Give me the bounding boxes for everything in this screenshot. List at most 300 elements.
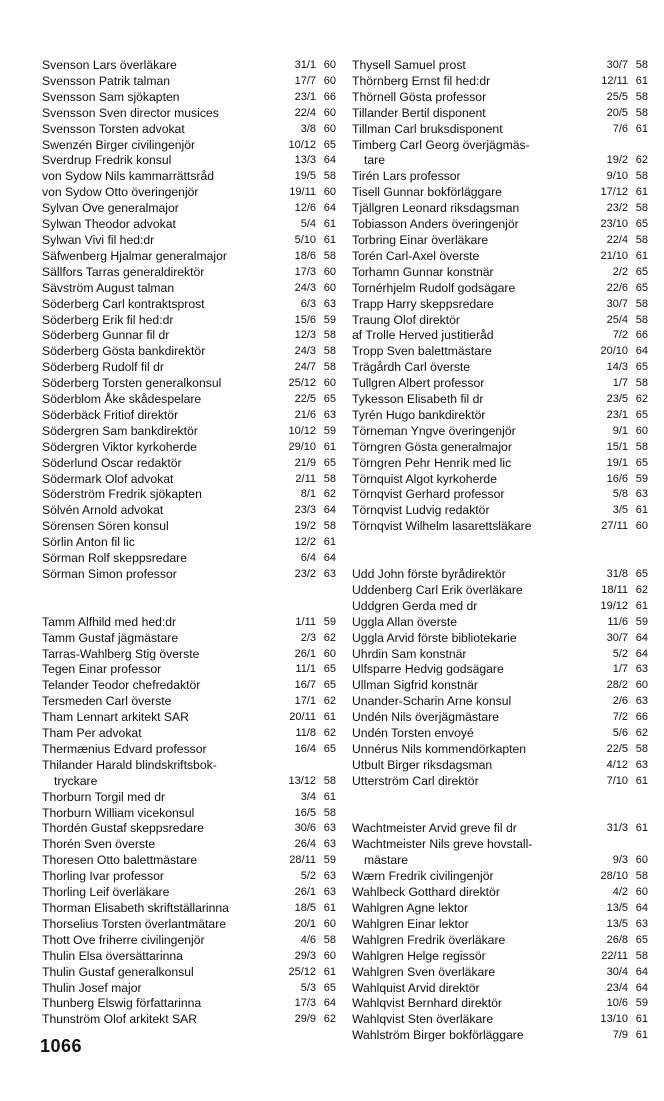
entry-name-text: Thulin Gustaf generalkonsul <box>42 964 194 979</box>
entry-date <box>278 472 336 488</box>
entry-name-text: Tobiasson Anders överingenjör <box>352 217 519 232</box>
entry-day-month: 31/3 <box>606 822 628 835</box>
directory-entry <box>352 949 648 965</box>
entry-year: 58 <box>323 170 336 183</box>
directory-entry <box>352 456 648 472</box>
entry-year: 58 <box>323 520 336 533</box>
directory-entry <box>352 694 648 710</box>
entry-name-text: Södergren Sam bankdirektör <box>42 423 198 438</box>
entry-year: 63 <box>323 568 336 580</box>
entry-date <box>590 360 648 376</box>
directory-entry <box>42 742 336 758</box>
entry-date <box>590 503 648 519</box>
entry-date <box>278 806 336 822</box>
entry-date <box>590 949 648 965</box>
entry-name <box>352 233 590 249</box>
entry-date <box>278 503 336 519</box>
directory-entry <box>352 981 648 997</box>
entry-year: 65 <box>635 933 648 946</box>
entry-year: 65 <box>323 393 336 406</box>
entry-date <box>278 901 336 917</box>
entry-name <box>42 185 278 201</box>
entry-date <box>590 885 648 901</box>
entry-name <box>352 742 590 758</box>
entry-name-text: Thorling Ivar professor <box>42 869 164 884</box>
entry-name-text: Thorling Leif överläkare <box>42 885 170 900</box>
entry-year: 65 <box>323 663 336 676</box>
entry-year: 64 <box>635 631 648 644</box>
entry-date <box>278 106 336 122</box>
entry-date <box>278 265 336 281</box>
directory-entry <box>352 185 648 201</box>
entry-day-month: 23/1 <box>606 408 628 421</box>
directory-entry <box>42 440 336 456</box>
entry-day-month: 30/7 <box>606 59 628 71</box>
entry-date <box>278 1012 336 1028</box>
entry-name <box>42 837 278 853</box>
entry-year: 61 <box>635 1029 648 1042</box>
directory-entry <box>352 965 648 981</box>
entry-name-text: Sörman Simon professor <box>42 567 177 581</box>
entry-date <box>278 726 336 742</box>
entry-name-text: Tjällgren Leonard riksdagsman <box>352 201 520 216</box>
entry-name-text: Torén Carl-Axel överste <box>352 248 480 263</box>
entry-name-text: Uddenberg Carl Erik överläkare <box>352 582 523 597</box>
entry-day-month: 22/5 <box>606 742 628 755</box>
entry-year: 60 <box>635 520 648 533</box>
entry-name-continuation: mästare <box>364 853 409 868</box>
entry-year: 59 <box>635 472 648 485</box>
section-gap <box>352 551 648 567</box>
entry-name <box>352 106 590 122</box>
entry-day-month: 22/6 <box>606 281 628 294</box>
entry-date <box>278 424 336 440</box>
entry-name <box>42 981 278 997</box>
entry-year: 58 <box>323 933 336 946</box>
directory-entry <box>42 90 336 106</box>
entry-day-month: 16/5 <box>294 806 316 819</box>
entry-day-month: 3/8 <box>300 122 316 135</box>
entry-date <box>590 74 648 90</box>
entry-day-month: 28/2 <box>606 679 628 692</box>
entry-year: 60 <box>635 679 648 692</box>
entry-name <box>352 328 590 344</box>
entry-day-month: 2/6 <box>612 695 628 708</box>
entry-date <box>278 408 336 424</box>
directory-entry <box>42 631 336 647</box>
entry-year: 58 <box>635 202 648 215</box>
entry-name-text: Tham Lennart arkitekt SAR <box>42 710 189 725</box>
entry-name <box>352 376 590 392</box>
entry-date <box>278 615 336 631</box>
entry-name-text: Tamm Alfhild med hed:dr <box>42 614 177 629</box>
entry-date <box>278 869 336 885</box>
section-gap <box>352 790 648 806</box>
entry-date <box>590 853 648 869</box>
entry-name <box>42 678 278 694</box>
entry-name <box>352 487 590 503</box>
directory-entry <box>42 281 336 297</box>
entry-name-text: Torbring Einar överläkare <box>352 232 489 247</box>
directory-entry <box>352 996 648 1012</box>
entry-year: 63 <box>635 695 648 708</box>
entry-name-text: Uddgren Gerda med dr <box>352 598 478 613</box>
entry-year: 59 <box>635 615 648 628</box>
entry-name-text: Sylwan Theodor advokat <box>42 217 176 232</box>
entry-name <box>352 583 590 599</box>
entry-date <box>590 647 648 663</box>
entry-name <box>42 710 278 726</box>
entry-name <box>352 678 590 694</box>
entry-name-text: Wahlbeck Gotthard direktör <box>352 885 500 900</box>
directory-entry <box>352 233 648 249</box>
directory-entry <box>42 885 336 901</box>
directory-entry <box>42 392 336 408</box>
entry-date <box>278 360 336 376</box>
entry-year: 61 <box>323 711 336 724</box>
directory-entry <box>352 487 648 503</box>
entry-day-month: 22/11 <box>601 949 628 962</box>
entry-year: 59 <box>635 997 648 1010</box>
entry-name <box>42 535 278 551</box>
directory-entry <box>352 567 648 583</box>
directory-entry <box>352 917 648 933</box>
entry-name <box>352 949 590 965</box>
entry-name <box>42 440 278 456</box>
entry-name-text: Wærn Fredrik civilingenjör <box>352 869 494 884</box>
entry-year: 63 <box>323 822 336 835</box>
directory-entry <box>352 424 648 440</box>
entry-date <box>590 472 648 488</box>
entry-date <box>590 901 648 917</box>
entry-name <box>42 917 278 933</box>
directory-entry <box>352 599 648 615</box>
entry-day-month: 23/3 <box>294 504 316 517</box>
entry-day-month: 20/5 <box>606 106 628 119</box>
entry-name <box>352 821 590 837</box>
entry-name <box>352 169 590 185</box>
entry-date <box>590 201 648 217</box>
entry-date <box>278 440 336 456</box>
entry-name <box>352 265 590 281</box>
entry-name-text: Thunberg Elswig författarinna <box>42 996 202 1011</box>
entry-day-month: 2/2 <box>612 265 628 278</box>
entry-name-text: Tamm Gustaf jägmästare <box>42 630 179 645</box>
entry-name <box>42 58 278 74</box>
directory-entry <box>42 153 336 169</box>
entry-name-text: Undén Nils överjägmästare <box>352 710 499 725</box>
entry-name-text: Wachtmeister Nils greve hovstall- <box>352 837 533 852</box>
entry-name <box>352 599 590 615</box>
entry-day-month: 15/1 <box>606 440 628 453</box>
entry-name <box>42 503 278 519</box>
entry-date <box>590 456 648 472</box>
directory-entry <box>42 487 336 503</box>
entry-day-month: 30/4 <box>606 965 628 978</box>
entry-date <box>590 678 648 694</box>
entry-day-month: 12/6 <box>294 202 316 215</box>
entry-name <box>352 662 590 678</box>
entry-date <box>278 996 336 1012</box>
entry-date <box>590 376 648 392</box>
entry-name-text: Törnqvist Ludvig redaktör <box>352 503 490 518</box>
entry-name-text: Thorburn William vicekonsul <box>42 805 195 820</box>
directory-entry <box>352 138 648 170</box>
entry-name <box>42 519 278 535</box>
entry-name-text: Udd John förste byrådirektör <box>352 566 506 581</box>
entry-name-text: Thott Ove friherre civilingenjör <box>42 932 205 947</box>
entry-name <box>42 360 278 376</box>
entry-name-text: Törnqvist Gerhard professor <box>352 487 505 502</box>
entry-name-text: Sörlin Anton fil lic <box>42 535 135 550</box>
entry-day-month: 17/3 <box>294 265 316 278</box>
entry-day-month: 3/5 <box>612 504 628 517</box>
entry-date <box>590 487 648 503</box>
entry-year: 62 <box>635 393 648 406</box>
entry-name-text: Sörman Rolf skeppsredare <box>42 551 187 566</box>
directory-entry <box>352 933 648 949</box>
entry-name <box>352 249 590 265</box>
entry-year: 62 <box>323 631 336 644</box>
entry-name-text: Thordén Gustaf skeppsredare <box>42 821 204 836</box>
entry-name-text: Wahlström Birger bokförläggare <box>352 1028 524 1043</box>
entry-name-text: Söderberg Gösta bankdirektör <box>42 344 206 359</box>
entry-day-month: 19/2 <box>606 154 628 167</box>
entry-name <box>352 313 590 329</box>
entry-year: 64 <box>635 981 648 994</box>
entry-name-text: Wahlgren Einar lektor <box>352 916 469 931</box>
entry-date <box>590 424 648 440</box>
entry-date <box>590 567 648 583</box>
entry-year: 62 <box>635 154 648 167</box>
entry-name-text: Wahlgren Fredrik överläkare <box>352 932 506 947</box>
entry-day-month: 20/11 <box>289 711 316 724</box>
entry-name-text: Utterström Carl direktör <box>352 773 479 788</box>
entry-day-month: 26/4 <box>294 838 316 851</box>
directory-entry <box>42 265 336 281</box>
entry-date <box>278 917 336 933</box>
entry-name-text: Undén Torsten envoyé <box>352 726 474 741</box>
entry-day-month: 28/10 <box>600 870 628 883</box>
entry-name-text: Tisell Gunnar bokförläggare <box>352 185 502 200</box>
entry-year: 61 <box>323 790 336 803</box>
entry-name <box>42 551 278 567</box>
entry-year: 63 <box>635 758 648 771</box>
entry-name-text: Svenson Lars överläkare <box>42 58 177 72</box>
entry-day-month: 13/3 <box>294 154 316 167</box>
entry-date <box>278 90 336 106</box>
entry-name-text: Sävström August talman <box>42 280 175 295</box>
section-gap <box>352 806 648 822</box>
entry-name <box>352 933 590 949</box>
entry-day-month: 1/7 <box>612 663 628 676</box>
directory-entry <box>42 424 336 440</box>
entry-date <box>278 694 336 710</box>
entry-name-text: Sylvan Ove generalmajor <box>42 201 179 216</box>
entry-name <box>42 885 278 901</box>
entry-name-text: Törneman Yngve överingenjör <box>352 423 516 438</box>
entry-name <box>352 440 590 456</box>
entry-name <box>352 901 590 917</box>
directory-entry <box>42 949 336 965</box>
directory-entry <box>42 472 336 488</box>
entry-year: 58 <box>635 313 648 326</box>
entry-name <box>352 90 590 106</box>
entry-name-text: Utbult Birger riksdagsman <box>352 757 493 772</box>
entry-date <box>278 551 336 567</box>
entry-date <box>278 567 336 583</box>
entry-day-month: 19/2 <box>294 520 316 533</box>
entry-name <box>42 90 278 106</box>
entry-year: 58 <box>323 472 336 485</box>
entry-year: 62 <box>635 727 648 740</box>
entry-name <box>352 456 590 472</box>
directory-entry <box>42 58 336 74</box>
entry-year: 58 <box>323 329 336 342</box>
directory-entry <box>42 933 336 949</box>
entry-date <box>590 249 648 265</box>
directory-entry <box>352 678 648 694</box>
directory-entry <box>352 869 648 885</box>
entry-date <box>278 678 336 694</box>
entry-year: 58 <box>635 742 648 755</box>
entry-date <box>590 869 648 885</box>
entry-name-text: Thorman Elisabeth skriftställarinna <box>42 901 229 915</box>
directory-entry <box>42 853 336 869</box>
entry-day-month: 29/3 <box>294 949 316 962</box>
directory-entry <box>42 122 336 138</box>
directory-entry <box>42 535 336 551</box>
directory-entry <box>42 917 336 933</box>
directory-entry <box>352 249 648 265</box>
entry-name-text: von Sydow Otto överingenjör <box>42 185 199 200</box>
entry-day-month: 5/6 <box>612 727 628 740</box>
entry-year: 61 <box>323 440 336 453</box>
directory-entry <box>42 981 336 997</box>
entry-name-text: Tersmeden Carl överste <box>42 694 172 709</box>
entry-name <box>42 821 278 837</box>
entry-year: 61 <box>323 965 336 978</box>
directory-entry <box>42 662 336 678</box>
entry-name <box>42 265 278 281</box>
entry-year: 64 <box>635 965 648 978</box>
directory-entry <box>352 519 648 535</box>
entry-name-text: Törngren Gösta generalmajor <box>352 439 512 454</box>
entry-day-month: 25/5 <box>606 90 628 103</box>
directory-entry <box>352 631 648 647</box>
entry-name <box>352 472 590 488</box>
page-number: 1066 <box>40 1036 83 1056</box>
entry-day-month: 5/8 <box>612 488 628 501</box>
entry-day-month: 19/1 <box>606 456 628 469</box>
entry-year: 65 <box>635 456 648 469</box>
entry-name-text: Trapp Harry skeppsredare <box>352 296 494 311</box>
entry-name <box>42 853 278 869</box>
entry-year: 61 <box>635 122 648 135</box>
entry-year: 58 <box>635 59 648 71</box>
directory-entry <box>352 90 648 106</box>
entry-day-month: 18/5 <box>294 902 316 914</box>
entry-name <box>352 694 590 710</box>
entry-year: 60 <box>323 106 336 119</box>
entry-day-month: 23/2 <box>606 202 628 215</box>
entry-date <box>590 106 648 122</box>
entry-date <box>590 233 648 249</box>
section-gap <box>352 535 648 551</box>
entry-day-month: 21/6 <box>294 408 316 421</box>
entry-name <box>42 567 278 583</box>
entry-name-text: Södermark Olof advokat <box>42 471 174 486</box>
entry-year: 61 <box>635 599 648 612</box>
entry-year: 62 <box>323 695 336 708</box>
entry-year: 58 <box>635 170 648 183</box>
directory-entry <box>352 122 648 138</box>
directory-entry <box>352 901 648 917</box>
entry-name-text: Swenzén Birger civilingenjör <box>42 137 196 152</box>
entry-date <box>278 201 336 217</box>
directory-entry <box>42 233 336 249</box>
entry-name <box>42 153 278 169</box>
entry-name <box>352 837 590 869</box>
entry-date <box>590 726 648 742</box>
entry-date <box>590 344 648 360</box>
entry-name-text: af Trolle Herved justitieråd <box>352 328 494 343</box>
entry-name-text: von Sydow Nils kammarrättsråd <box>42 169 215 184</box>
entry-name <box>42 1012 278 1028</box>
entry-date <box>278 217 336 233</box>
entry-year: 60 <box>323 265 336 278</box>
entry-year: 60 <box>323 917 336 930</box>
entry-day-month: 30/7 <box>606 631 628 644</box>
entry-name-text: Traung Olof direktör <box>352 312 460 327</box>
entry-name <box>352 201 590 217</box>
entry-name <box>42 726 278 742</box>
directory-entry <box>42 297 336 313</box>
entry-day-month: 24/3 <box>294 281 316 294</box>
entry-name <box>42 647 278 663</box>
entry-day-month: 4/6 <box>300 933 316 946</box>
entry-year: 58 <box>635 870 648 883</box>
entry-name <box>42 201 278 217</box>
right-column <box>352 58 648 1044</box>
entry-name <box>42 758 278 790</box>
entry-day-month: 26/8 <box>606 933 628 946</box>
directory-entry <box>42 869 336 885</box>
entry-year: 58 <box>635 440 648 453</box>
directory-entry <box>42 790 336 806</box>
entry-name-text: Thysell Samuel prost <box>352 58 466 72</box>
entry-name <box>42 933 278 949</box>
entry-year: 64 <box>323 154 336 167</box>
entry-name <box>352 726 590 742</box>
entry-name-text: Sörensen Sören konsul <box>42 519 169 534</box>
entry-date <box>278 853 336 869</box>
entry-year: 65 <box>323 138 336 151</box>
entry-year: 64 <box>323 202 336 215</box>
entry-year: 65 <box>635 281 648 294</box>
directory-entry <box>352 392 648 408</box>
entry-name-text: Svensson Torsten advokat <box>42 121 185 136</box>
entry-year: 60 <box>323 186 336 199</box>
entry-day-month: 20/1 <box>294 917 316 930</box>
entry-date <box>278 519 336 535</box>
entry-year: 63 <box>323 408 336 421</box>
entry-name <box>42 328 278 344</box>
entry-day-month: 16/6 <box>606 472 628 485</box>
entry-date <box>278 662 336 678</box>
entry-name <box>42 233 278 249</box>
entry-year: 63 <box>635 917 648 930</box>
